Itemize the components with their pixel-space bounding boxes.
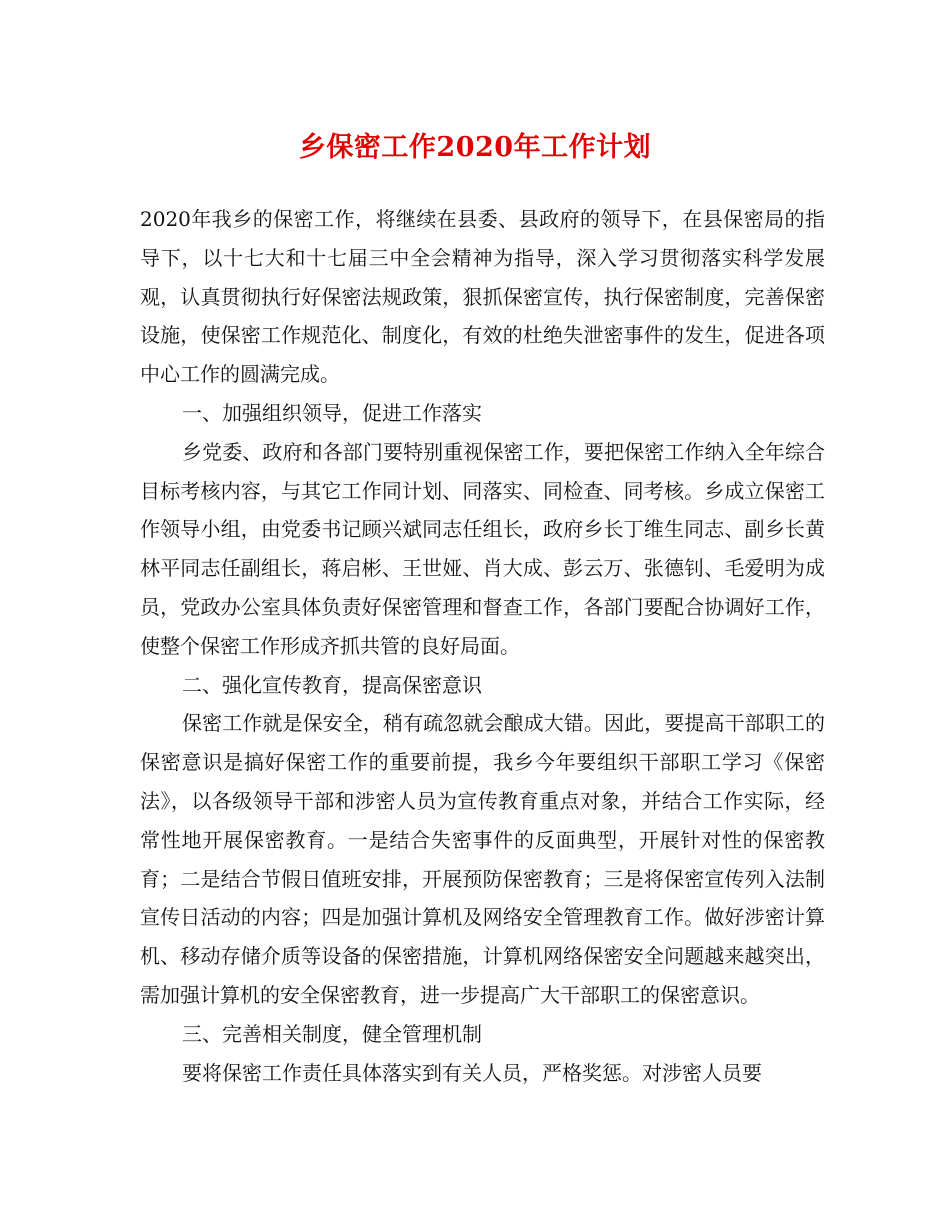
section-2-paragraph: 保密工作就是保安全，稍有疏忽就会酿成大错。因此，要提高干部职工的保密意识是搞好保密工作的重要前提，我乡今年要组织干部职工学习《保密法》，以各级领导干部和涉密人员为宣传教育重点对象，并结合工作实际，经常性地开展保密教育。一是结合失密事件的反面典型，开展针对性的保密教育；二是结合节假日值班安排，开展预防保密教育；三是将保密宣传列入法制宣传日活动的内容；四是加强计算机及网络安全管理教育工作。做好涉密计算机、移动存储介质等设备的保密措施，计算机网络保密安全问题越来越突出，需加强计算机的安全保密教育，进一步提高广大干部职工的保密意识。 (140, 711, 825, 1007)
section-heading-3: 三、完善相关制度，健全管理机制 (182, 1021, 482, 1046)
document-body (140, 200, 825, 1092)
section-1-paragraph: 乡党委、政府和各部门要特别重视保密工作，要把保密工作纳入全年综合目标考核内容，与其它工作同计划、同落实、同检查、同考核。乡成立保密工作领导小组，由党委书记顾兴斌同志任组长，政府乡长丁维生同志、副乡长黄林平同志任副组长，蒋启彬、王世娅、肖大成、彭云万、张德钊、毛爱明为成员，党政办公室具体负责好保密管理和督查工作，各部门要配合协调好工作，使整个保密工作形成齐抓共管的良好局面。 (140, 439, 825, 658)
intro-paragraph: 2020年我乡的保密工作，将继续在县委、县政府的领导下，在县保密局的指导下，以十七大和十七届三中全会精神为指导，深入学习贯彻落实科学发展观，认真贯彻执行好保密法规政策，狠抓保密宣传，执行保密制度，完善保密设施，使保密工作规范化、制度化，有效的杜绝失泄密事件的发生，促进各项中心工作的圆满完成。 (140, 207, 825, 387)
section-3-paragraph: 要将保密工作责任具体落实到有关人员，严格奖惩。对涉密人员要 (182, 1060, 762, 1085)
section-heading-2: 二、强化宣传教育，提高保密意识 (182, 672, 482, 697)
section-heading-1: 一、加强组织领导，促进工作落实 (182, 400, 482, 425)
document-title: 乡保密工作2020年工作计划 (298, 132, 652, 163)
